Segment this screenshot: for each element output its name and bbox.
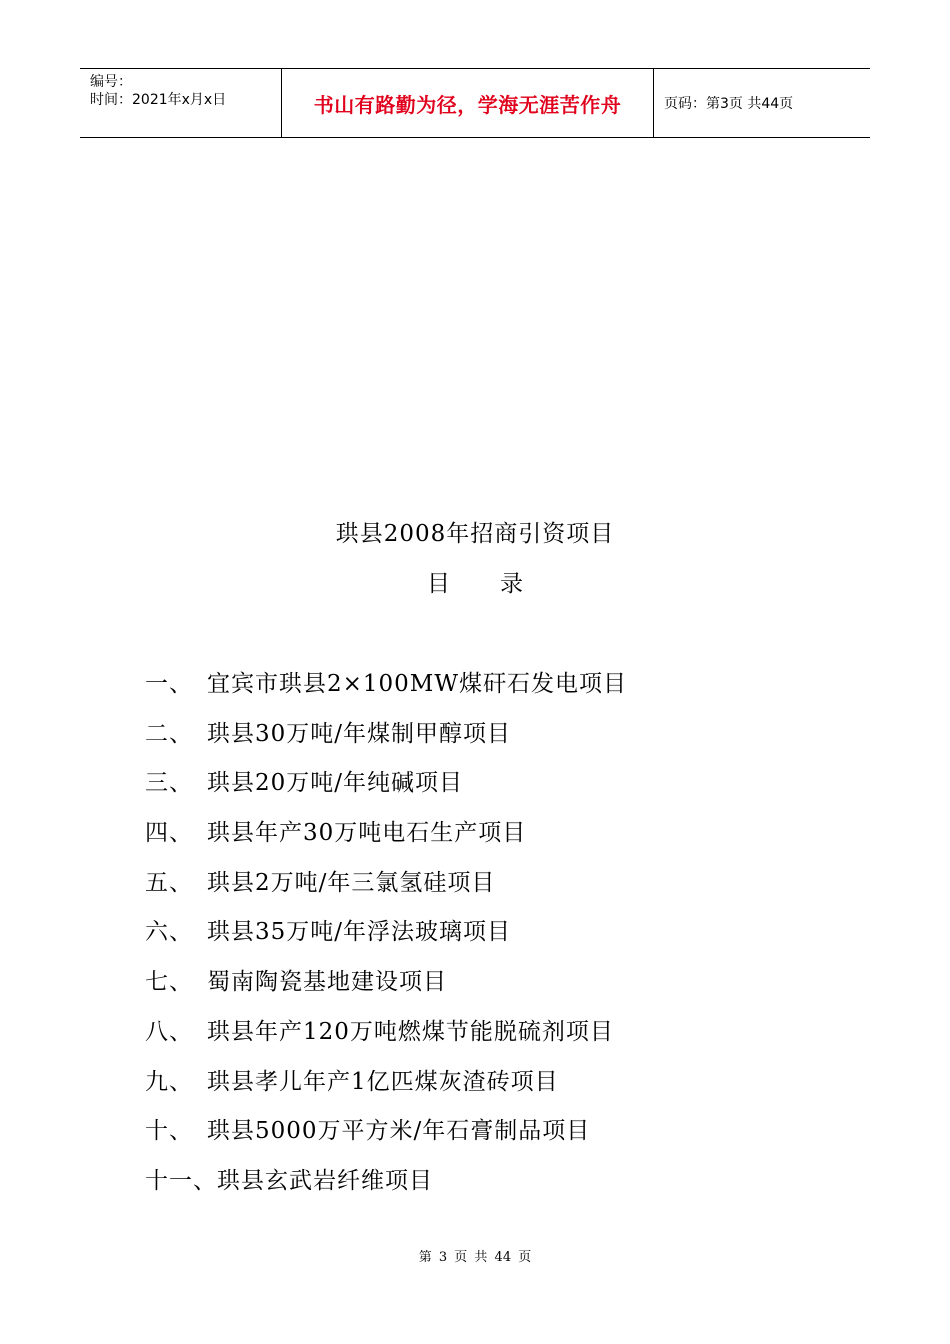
toc-item: [145, 1161, 885, 1211]
toc-item-number: 三、: [145, 770, 193, 797]
toc-item-number: 八、: [145, 1018, 193, 1045]
toc-item-number: 十、: [145, 1118, 193, 1145]
toc-item: [145, 813, 885, 863]
toc-item-number: 五、: [145, 869, 193, 896]
toc-item-number: 十一、: [145, 1167, 217, 1194]
toc-item: [145, 714, 885, 764]
header-page-info: 页码：第3页 共44页: [664, 96, 794, 112]
toc-item-text: 珙县年产120万吨燃煤节能脱硫剂项目: [207, 1018, 614, 1045]
toc-item: [145, 664, 885, 714]
toc-item: [145, 912, 885, 962]
page-header: [80, 68, 870, 138]
document-subtitle: [0, 565, 950, 598]
toc-item: [145, 1012, 885, 1062]
toc-item-number: 七、: [145, 969, 193, 996]
toc-item: [145, 763, 885, 813]
header-meta: [80, 69, 282, 137]
header-motto: 书山有路勤为径，学海无涯苦作舟: [282, 69, 654, 137]
number-label: 编号：: [90, 74, 132, 90]
toc-item-number: 九、: [145, 1068, 193, 1095]
toc-item-number: 四、: [145, 820, 193, 847]
toc-item: [145, 962, 885, 1012]
toc-item: [145, 863, 885, 913]
toc-item-text: 珙县5000万平方米/年石膏制品项目: [207, 1118, 591, 1145]
toc-item-text: 珙县2万吨/年三氯氢硅项目: [207, 869, 496, 896]
toc-item-text: 珙县玄武岩纤维项目: [217, 1167, 433, 1194]
toc-item-text: 珙县20万吨/年纯碱项目: [207, 770, 464, 797]
toc-item-text: 珙县30万吨/年煤制甲醇项目: [207, 720, 512, 747]
toc-item-text: 珙县孝儿年产1亿匹煤灰渣砖项目: [207, 1068, 559, 1095]
document-title: 珙县2008年招商引资项目: [335, 521, 615, 547]
table-of-contents: [145, 664, 885, 1211]
toc-item-text: 蜀南陶瓷基地建设项目: [207, 969, 447, 996]
toc-item: [145, 1062, 885, 1112]
subtitle-part-2: 录: [500, 571, 523, 597]
toc-item-number: 六、: [145, 919, 193, 946]
page-footer: 第 3 页 共 44 页: [418, 1250, 532, 1265]
toc-item-text: 珙县35万吨/年浮法玻璃项目: [207, 919, 512, 946]
toc-item: [145, 1111, 885, 1161]
toc-item-number: 二、: [145, 720, 193, 747]
time-label: 时间：2021年x月x日: [90, 92, 227, 108]
toc-item-text: 珙县年产30万吨电石生产项目: [207, 820, 527, 847]
toc-item-text: 宜宾市珙县2×100MW煤矸石发电项目: [207, 671, 627, 697]
toc-item-number: 一、: [145, 671, 193, 697]
subtitle-part-1: 目: [427, 571, 450, 597]
